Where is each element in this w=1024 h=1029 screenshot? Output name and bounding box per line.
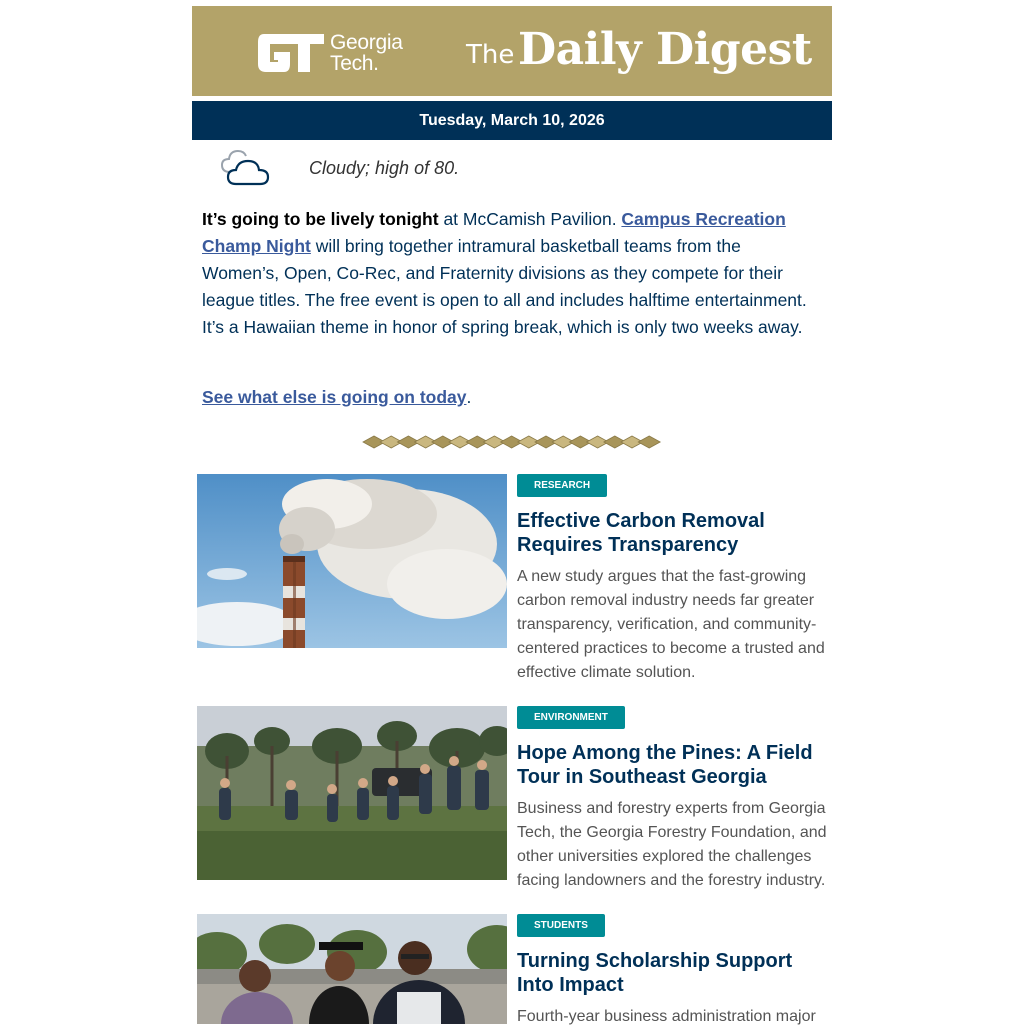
gt-monogram-icon bbox=[258, 30, 324, 76]
pine-field-photo bbox=[197, 706, 507, 880]
story-title[interactable]: Hope Among the Pines: A Field Tour in Southeast Georgia bbox=[517, 742, 813, 788]
category-tag[interactable]: STUDENTS bbox=[517, 914, 605, 937]
category-tag[interactable]: ENVIRONMENT bbox=[517, 706, 625, 729]
story-title[interactable]: Effective Carbon Removal Requires Transparency bbox=[517, 510, 765, 556]
see-more-period: . bbox=[466, 387, 472, 407]
story-title[interactable]: Turning Scholarship Support Into Impact bbox=[517, 950, 793, 996]
smokestack-image[interactable] bbox=[197, 474, 507, 648]
header-banner bbox=[192, 6, 832, 96]
logo-line2: Tech. bbox=[330, 52, 379, 75]
weather-row bbox=[192, 140, 832, 200]
logo-line1: Georgia bbox=[330, 31, 403, 54]
cloud-icon bbox=[220, 148, 272, 186]
lead-paragraph bbox=[202, 206, 817, 341]
champ-night-link[interactable]: Campus Recreation Champ Night bbox=[202, 209, 786, 256]
banner-title: Daily Digest bbox=[518, 24, 812, 75]
georgia-tech-logo[interactable] bbox=[258, 30, 418, 76]
diamond-divider-icon bbox=[362, 433, 662, 451]
lead-text-1: at McCamish Pavilion. bbox=[438, 209, 622, 229]
date-bar: Tuesday, March 10, 2026 bbox=[192, 101, 832, 140]
story-body bbox=[517, 474, 832, 685]
divider-diamond bbox=[638, 436, 660, 448]
logo-wordmark bbox=[330, 32, 403, 74]
banner-the: The bbox=[466, 40, 515, 70]
lead-text-2: will bring together intramural basketball teams from the Women’s, Open, Co-Rec, and Fraternity divisions as they compete for their league titles. The free event is open to all and includes halftime entertainment. It’s a Hawaiian theme in honor of spring break, which is only two weeks away. bbox=[202, 236, 807, 337]
graduation-photo bbox=[197, 914, 507, 1024]
category-tag[interactable]: RESEARCH bbox=[517, 474, 607, 497]
see-more-link[interactable]: See what else is going on today bbox=[202, 387, 467, 407]
story-summary: A new study argues that the fast-growing carbon removal industry needs far greater transparency, verification, and community-centered practices to become a trusted and effective climate solution. bbox=[517, 568, 825, 681]
field-tour-image[interactable] bbox=[197, 706, 507, 880]
story-body bbox=[517, 914, 832, 1029]
story-summary: Fourth-year business administration major bbox=[517, 1008, 816, 1025]
story-summary: Business and forestry experts from Georgia Tech, the Georgia Forestry Foundation, and other universities explored the challenges facing landowners and the forestry industry. bbox=[517, 800, 827, 889]
smokestack-photo bbox=[197, 474, 507, 648]
story-body bbox=[517, 706, 832, 893]
lead-intro: It’s going to be lively tonight bbox=[202, 209, 439, 229]
weather-text: Cloudy; high of 80. bbox=[309, 158, 460, 178]
graduation-image[interactable] bbox=[197, 914, 507, 1024]
see-more-line bbox=[202, 387, 471, 408]
